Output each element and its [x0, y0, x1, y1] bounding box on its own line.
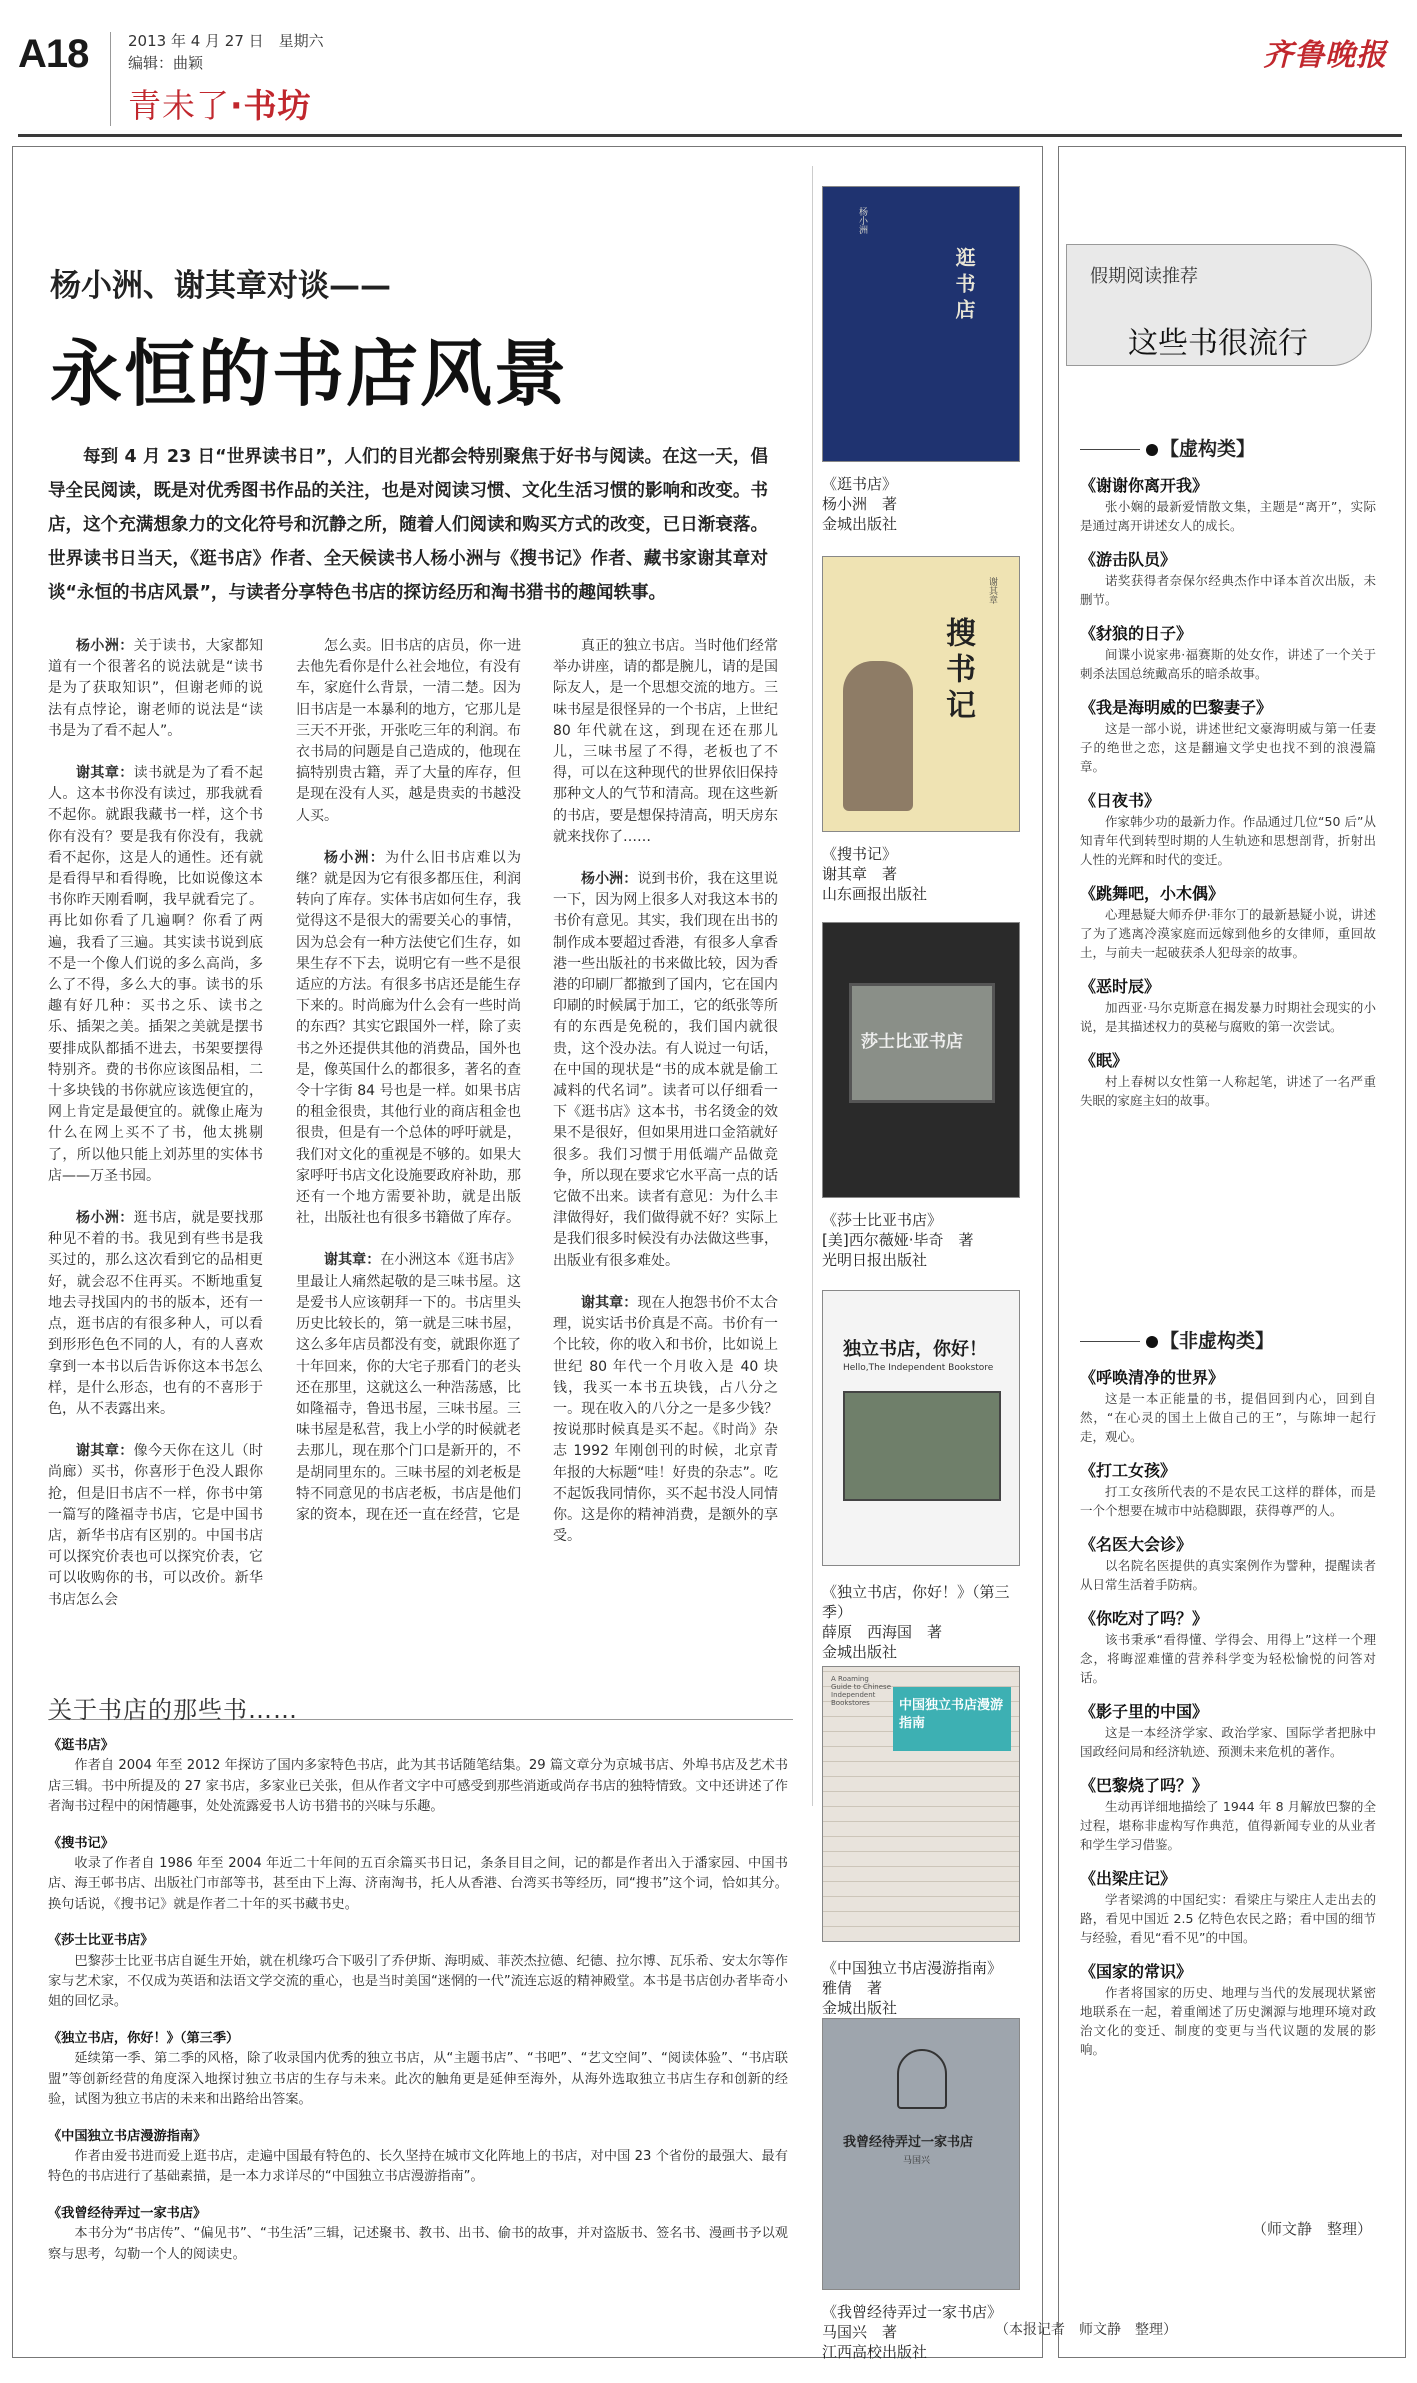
sidebar-book-title: 《我是海明威的巴黎妻子》: [1080, 698, 1273, 717]
book-caption-author: [美]西尔薇娅·毕奇 著: [822, 1231, 974, 1249]
sidebar-book-item: [1080, 883, 1376, 962]
book-column-divider: [812, 166, 813, 1806]
sidebar-book-item: [1080, 475, 1376, 535]
book-cover: [822, 186, 1020, 462]
book-caption-author: 谢其章 著: [822, 865, 898, 883]
sidebar-book-item: [1080, 1701, 1376, 1761]
fiction-list: [1080, 475, 1376, 1110]
sidebar-book-item: [1080, 1961, 1376, 2059]
sidebar-heading: 这些书很流行: [1128, 326, 1308, 361]
speaker-name: 谢其章：: [76, 765, 134, 782]
book-caption-title: 《独立书店，你好！》（第三季）: [822, 1583, 1010, 1621]
sidebar-book-title: 《出梁庄记》: [1080, 1869, 1177, 1888]
cover-figure-illustration: [843, 661, 913, 811]
section-title: [128, 80, 312, 127]
fiction-label: 【虚构类】: [1160, 438, 1256, 460]
related-book-desc: 作者自 2004 年至 2012 年探访了国内多家特色书店，此为其书话随笔结集。29 篇文章分为京城书店、外埠书店及艺术书店三辑。书中所提及的 27 家书店，多家业已关张，但从作者文字中可感受到那些消逝或尚存书店的独特情致。文中还讲述了作者淘书过程中的闲情趣事，处处流露爱书人访书猎书的兴味与乐趣。: [48, 1758, 788, 1815]
article-paragraph: [553, 1293, 778, 1547]
related-heading-text: 关于书店的那些书……: [48, 1696, 298, 1724]
article-paragraph: [553, 636, 778, 848]
book-caption-title: 《逛书店》: [822, 475, 898, 493]
bullet-dot-icon: [1146, 1336, 1158, 1348]
sidebar-book-title: 《跳舞吧，小木偶》: [1080, 884, 1225, 903]
paragraph-text: 真正的独立书店。当时他们经常举办讲座，请的都是腕儿，请的是国际友人，是一个思想交流的地方。三味书屋是很怪异的一个书店，上世纪 80 年代就在这，到现在还在那儿儿，三味书屋了不得，老板也了不得，可以在这种现代的世界依旧保持那种文人的气节和清高。现在这些新的书店，要是想保持清高，明天房东就来找你了……: [553, 638, 778, 845]
related-book-desc: 巴黎莎士比亚书店自诞生开始，就在机缘巧合下吸引了乔伊斯、海明威、菲茨杰拉德、纪德、拉尔博、瓦乐希、安太尔等作家与艺术家，不仅成为英语和法语文学交流的重心，也是当时美国“迷惘的一代”流连忘返的精神殿堂。本书是书店创办者毕奇小姐的回忆录。: [48, 1953, 788, 2010]
sidebar-book-item: [1080, 549, 1376, 609]
book-caption-title: 《中国独立书店漫游指南》: [822, 1959, 1003, 1977]
related-books-list: [48, 1736, 788, 2281]
sidebar-book-item: [1080, 976, 1376, 1036]
book-caption-title: 《莎士比亚书店》: [822, 1211, 943, 1229]
book-cover-author: A Roaming Guide to Chinese Independent Bookstores: [831, 1675, 891, 1707]
paragraph-text: 现在人抱怨书价不太合理，说实话书价真是不高。书价有一个比较，你的收入和书价，比如说上世纪 80 年代一个月收入是 40 块钱，我买一本书五块钱，占八分之一。现在收入的八分之一是多少钱？按说那时候真是买不起。《时尚》杂志 1992 年刚创刊的时候，北京青年报的大标题“哇！好贵的杂志”。吃不起饭我同情你，买不起书没人同情你。这是你的精神消费，是额外的享受。: [553, 1294, 779, 1545]
nonfiction-category-heading: [1080, 1326, 1376, 1353]
sidebar-book-title: 《日夜书》: [1080, 791, 1161, 810]
editor-credit: 编辑：曲颖: [128, 54, 204, 72]
sidebar-book-title: 《打工女孩》: [1080, 1461, 1177, 1480]
book-caption-author: 马国兴 著: [822, 2323, 898, 2341]
sidebar-book-item: [1080, 623, 1376, 683]
sidebar-subtitle: 假期阅读推荐: [1090, 266, 1198, 287]
speaker-name: 杨小洲：: [324, 849, 385, 866]
paragraph-text: 像今天你在这儿（时尚廊）买书，你喜形于色没人跟你抢，但是旧书店不一样，你书中第一篇写的隆福寺书店，它是中国书店，新华书店有区别的。中国书店可以探究价表也可以探究价表，它可以收购你的书，可以改价。新华书店怎么会: [48, 1443, 264, 1608]
paragraph-text: 在小洲这本《逛书店》里最让人痛然起敬的是三味书屋。这是爱书人应该朝拜一下的。书店里头历史比较长的，第一就是三味书屋，这么多年店员都没有变，就跟你逛了十年回来，你的大宅子那看门的老头还在那里，这就这么一种浩荡感，比如隆福寺，鲁迅书屋，三味书屋。三味书屋是私营，我上小学的时候就老去那儿，现在那个门口是新开的，不是胡同里东的。三味书屋的刘老板是特不同意见的书店老板，书店是他们家的资本，现在还一直在经营，它是: [296, 1252, 522, 1523]
article-paragraph: [48, 1208, 263, 1420]
paragraph-text: 为什么旧书店难以为继？就是因为它有很多都压住，利润转向了库存。实体书店如何生存，我觉得这不是很大的需要关心的事情，因为总会有一种方法使它们生存，如果生存不下去，说明它有一些不是很适应的方法。有很多书店还是能生存下来的。时尚廊为什么会有一些时尚的东西？其实它跟国外一样，除了卖书之外还提供其他的消费品，国外也是，像英国什么的都很多，著名的查令十字街 84 号也是一样。如果书店的租金很贵，其他行业的商店租金也很贵，但是有一个总体的呼吁就是，我们对文化的重视是不够的。如果大家呼吁书店文化设施要政府补助，那还有一个地方需要补助，就是出版社，出版社也有很多书籍做了库存。: [296, 849, 521, 1227]
sidebar-book-title: 《呼唤清净的世界》: [1080, 1368, 1225, 1387]
book-cover-title: 搜书记: [940, 617, 975, 725]
cover-shop-photo: [843, 1391, 1001, 1501]
book-caption: [822, 474, 1022, 534]
book-caption: [822, 844, 1022, 904]
book-caption-author: 杨小洲 著: [822, 495, 898, 513]
sidebar-book-item: [1080, 1868, 1376, 1947]
related-book-desc: 收录了作者自 1986 年至 2004 年近二十年间的五百余篇买书日记，条条目目之间，记的都是作者出入于潘家园、中国书店、海王邨书店、出版社门市部等书，甚至由下上海、济南淘书，托人从香港、台湾买书等经历，同“搜书”这个词，恰如其分。换句话说，《搜书记》就是作者二十年的买书藏书史。: [48, 1856, 788, 1912]
sidebar-book-title: 《国家的常识》: [1080, 1962, 1193, 1981]
fiction-section: [1080, 434, 1376, 1124]
sidebar-book-desc: 作者将国家的历史、地理与当代的发展现状紧密地联系在一起，着重阐述了历史渊源与地理环境对政治文化的变迁、制度的变更与当代议题的发展的影响。: [1080, 1985, 1376, 2057]
book-caption-title: 《搜书记》: [822, 845, 898, 863]
book-cover: [822, 922, 1020, 1198]
section-prefix: 青未了: [128, 86, 230, 125]
speaker-name: 杨小洲：: [76, 1210, 134, 1227]
book-caption: [822, 1210, 1022, 1270]
sidebar-book-item: [1080, 1775, 1376, 1854]
sidebar-book-item: [1080, 1534, 1376, 1594]
paragraph-text: 怎么卖。旧书店的店员，你一进去他先看你是什么社会地位，有没有车，家庭什么背景，一清二楚。因为旧书店是一本暴利的地方，它那儿是三天不开张，开张吃三年的利润。布衣书局的问题是自己造成的，他现在搞特别贵古籍，弄了大量的库存，但是现在没有人买，越是贵卖的书越没人买。: [296, 638, 521, 824]
bullet-dot-icon: [1146, 444, 1158, 456]
sidebar-book-desc: 这是一本经济学家、政治学家、国际学者把脉中国政经问局和经济轨迹、预测未来危机的著作。: [1080, 1725, 1376, 1759]
book-cover: [822, 1666, 1020, 1942]
sidebar-book-item: [1080, 1050, 1376, 1110]
sidebar-book-title: 《恶时辰》: [1080, 977, 1161, 996]
book-cover: [822, 2018, 1020, 2290]
related-book-title: 《中国独立书店漫游指南》: [48, 2128, 207, 2144]
sidebar-book-title: 《谢谢你离开我》: [1080, 476, 1209, 495]
sidebar-book-title: 《名医大会诊》: [1080, 1535, 1193, 1554]
sidebar-book-desc: 该书秉承“看得懂、学得会、用得上”这样一个理念，将晦涩难懂的营养科学变为轻松愉悦的问答对话。: [1080, 1632, 1376, 1685]
book-caption-publisher: 山东画报出版社: [822, 885, 928, 903]
article-paragraph: [48, 636, 263, 742]
related-footer: （本报记者 师文静 整理）: [995, 2322, 1177, 2338]
article-column-1: [48, 636, 263, 1611]
book-caption-publisher: 金城出版社: [822, 1999, 898, 2017]
speaker-name: 谢其章：: [581, 1294, 638, 1311]
book-caption: [822, 1582, 1022, 1662]
book-caption-publisher: 金城出版社: [822, 515, 898, 533]
sidebar-book-desc: 这是一部小说，讲述世纪文豪海明威与第一任妻子的绝世之恋，这是翻遍文学史也找不到的浪漫篇章。: [1080, 721, 1376, 774]
related-book-desc: 作者由爱书进而爱上逛书店，走遍中国最有特色的、长久坚持在城市文化阵地上的书店，对中国 23 个省份的最强大、最有特色的书店进行了基础素描，是一本力求详尽的“中国独立书店漫游指南”。: [48, 2148, 788, 2185]
sidebar-book-desc: 加西亚·马尔克斯意在揭发暴力时期社会现实的小说，是其描述权力的莫秘与腐败的第一次尝试。: [1080, 1000, 1376, 1034]
sidebar-book-desc: 作家韩少功的最新力作。作品通过几位“50 后”从知青年代到转型时期的人生轨迹和思想剖背，折射出人性的光辉和时代的变迁。: [1080, 814, 1376, 867]
related-book-title: 《莎士比亚书店》: [48, 1933, 154, 1949]
sidebar-book-title: 《你吃对了吗？》: [1080, 1609, 1209, 1628]
sidebar-book-desc: 间谍小说家弗·福赛斯的处女作，讲述了一个关于刺杀法国总统戴高乐的暗杀故事。: [1080, 647, 1376, 681]
book-caption-author: 雅倩 著: [822, 1979, 883, 1997]
article-paragraph: [296, 636, 521, 827]
book-caption-publisher: 光明日报出版社: [822, 1251, 928, 1269]
book-cover-author: 谢其章: [987, 577, 997, 604]
issue-date: 2013 年 4 月 27 日 星期六: [128, 32, 324, 50]
sidebar-book-desc: 心理悬疑大师乔伊·菲尔丁的最新悬疑小说，讲述了为了逃离冷漠家庭而远嫁到他乡的女律师，重回故土，与前夫一起破获杀人犯母亲的故事。: [1080, 907, 1376, 960]
newspaper-logo: 齐鲁晚报: [1263, 38, 1387, 73]
speaker-name: 杨小洲：: [581, 871, 638, 888]
sidebar-book-title: 《游击队员》: [1080, 550, 1177, 569]
sidebar-book-title: 《影子里的中国》: [1080, 1702, 1209, 1721]
book-caption-publisher: 金城出版社: [822, 1643, 898, 1661]
sidebar-book-desc: 学者梁鸿的中国纪实：看梁庄与梁庄人走出去的路，看见中国近 2.5 亿特色农民之路；看中国的细节与经验，看见“看不见”的中国。: [1080, 1892, 1376, 1945]
related-book-title: 《独立书店，你好！》（第三季）: [48, 2030, 240, 2046]
sidebar-book-title: 《眠》: [1080, 1051, 1129, 1070]
sidebar-book-item: [1080, 1367, 1376, 1446]
sidebar-book-desc: 村上春树以女性第一人称起笔，讲述了一名严重失眠的家庭主妇的故事。: [1080, 1074, 1376, 1108]
sidebar-book-item: [1080, 790, 1376, 869]
article-column-3: [553, 636, 778, 1547]
nonfiction-label: 【非虚构类】: [1160, 1330, 1275, 1352]
book-caption-publisher: 江西高校出版社: [822, 2343, 928, 2361]
sidebar-book-item: [1080, 1460, 1376, 1520]
paragraph-text: 说到书价，我在这里说一下，因为网上很多人对我这本书的书价有意见。其实，我们现在出书的制作成本要超过香港，有很多人拿香港一些出版社的书来做比较，因为香港的印刷厂都撤到了国内，它在国内印刷的时候属于加工，它的纸张等所有的东西是免税的，我们国内就很贵，这个没办法。有人说过一句话，在中国的现状是“书的成本就是偷工减料的代名词”。读者可以仔细看一下《逛书店》这本书，书名烫金的效果不是很好，但如果用进口金箔就好很多。我们习惯于用低端产品做竞争，所以现在要求它水平高一点的话它做不出来。读者有意见：为什么丰津做得好，我们做得就不好？实际上是我们很多时候没有办法做这些事，出版业有很多难处。: [553, 871, 779, 1269]
page-number: A18: [18, 32, 89, 76]
article-title: 永恒的书店风景: [50, 332, 569, 416]
speaker-name: 谢其章：: [76, 1443, 134, 1460]
related-books-heading: [48, 1690, 793, 1724]
category-rule: [1080, 1341, 1140, 1342]
book-cover-title: 逛书店: [952, 247, 976, 325]
book-cover-title: 莎士比亚书店: [861, 1032, 963, 1052]
sidebar-book-title: 《巴黎烧了吗？》: [1080, 1776, 1209, 1795]
book-cover: [822, 1290, 1020, 1566]
header-divider: [110, 32, 111, 126]
related-book-title: 《搜书记》: [48, 1835, 114, 1851]
book-cover: [822, 556, 1020, 832]
article-paragraph: [553, 869, 778, 1272]
related-book-title: 《我曾经待弄过一家书店》: [48, 2205, 207, 2221]
sidebar-book-title: 《豺狼的日子》: [1080, 624, 1193, 643]
article-paragraph: [48, 763, 263, 1187]
article-paragraph: [296, 848, 521, 1230]
article-column-2: [296, 636, 521, 1526]
sidebar-book-desc: 这是一本正能量的书，提倡回到内心，回到自然，“在心灵的国土上做自己的王”，与陈坤一起行走，观心。: [1080, 1391, 1376, 1444]
article-paragraph: [48, 1441, 263, 1611]
sidebar-book-desc: 诺奖获得者奈保尔经典杰作中译本首次出版，未删节。: [1080, 573, 1376, 607]
book-cover-author: 杨小洲: [857, 207, 867, 234]
article-paragraph: [296, 1250, 521, 1526]
sidebar-book-desc: 以名院名医提供的真实案例作为譬种，提醒读者从日常生活着手防病。: [1080, 1558, 1376, 1592]
fiction-category-heading: [1080, 434, 1376, 461]
sidebar-footer: （师文静 整理）: [1252, 2220, 1373, 2238]
sidebar-book-desc: 打工女孩所代表的不是农民工这样的群体，而是一个个想要在城市中站稳脚跟，获得尊严的人。: [1080, 1484, 1376, 1518]
nonfiction-list: [1080, 1367, 1376, 2059]
speaker-name: 杨小洲：: [76, 638, 134, 654]
speaker-name: 谢其章：: [324, 1252, 381, 1269]
cover-birdcage-icon: [897, 2049, 947, 2109]
book-caption: [822, 1958, 1022, 2018]
section-name: ·书坊: [230, 86, 312, 125]
paragraph-text: 读书就是为了看不起人。这本书你没有读过，那我就看不起你。就跟我藏书一样，这个书你有没有？要是我有你没有，我就看不起你，这是人的通性。还有就是看得早和看得晚，比如说像这本书你昨天刚看啊，我早就看完了。再比如你看了几遍啊？你看了两遍，我看了三遍。其实读书说到底不是一个像人们说的多么高尚，多么了不得，多么大的事。读书的乐趣有好几种：买书之乐、读书之乐、插架之美。插架之美就是摆书要排成队都插不进去，书架要摆得特别齐。费的书你应该图品相，二十多块钱的书你就应该选便宜的，网上肯定是最便宜的。就像止庵为什么在网上买不了书，他太挑剔了，所以他只能上刘苏里的实体书店——万圣书园。: [48, 765, 264, 1184]
book-cover-author: Hello,The Independent Bookstore: [843, 1363, 994, 1373]
sidebar-book-desc: 张小娴的最新爱情散文集，主题是“离开”，实际是通过离开讲述女人的成长。: [1080, 499, 1376, 533]
book-cover-title: 我曾经待弄过一家书店: [843, 2135, 974, 2150]
sidebar-book-item: [1080, 697, 1376, 776]
paragraph-text: 逛书店，就是要找那种见不着的书。我见到有些书是我买过的，那么这次看到它的品相更好，就会忍不住再买。不断地重复地去寻找国内的书的版本，还有一点，逛书店的有很多种人，可以看到形形色色不同的人，有的人喜欢拿到一本书以后告诉你这本书怎么样，是什么形态，也有的不喜形于色，从不表露出来。: [48, 1210, 264, 1417]
paragraph-text: 关于读书，大家都知道有一个很著名的说法就是“读书是为了获取知识”，但谢老师的说法有点悖论，谢老师的说法是“读书是为了看不起人”。: [48, 638, 264, 739]
sidebar-book-desc: 生动再详细地描绘了 1944 年 8 月解放巴黎的全过程，堪称非虚构写作典范，值得新闻专业的从业者和学生学习借鉴。: [1080, 1799, 1376, 1852]
related-book-title: 《逛书店》: [48, 1738, 114, 1753]
book-caption-title: 《我曾经待弄过一家书店》: [822, 2303, 1003, 2321]
nonfiction-section: [1080, 1326, 1376, 2073]
related-book-desc: 延续第一季、第二季的风格，除了收录国内优秀的独立书店，从“主题书店”、“书吧”、“艺文空间”、“阅读体验”、“书店联盟”等创新经营的角度深入地探讨独立书店的生存与未来。此次的触角更是延伸至海外，从海外选取独立书店生存和创新的经验，试图为独立书店的未来和出路给出答案。: [48, 2051, 788, 2108]
book-cover-title: 中国独立书店漫游指南: [899, 1698, 1004, 1731]
book-cover-author: 马国兴: [903, 2156, 931, 2166]
category-rule: [1080, 449, 1140, 450]
sidebar-book-item: [1080, 1608, 1376, 1687]
book-caption-author: 薛原 西海国 著: [822, 1623, 943, 1641]
book-caption: [822, 2302, 1022, 2362]
header-rule: [18, 134, 1402, 137]
related-book-desc: 本书分为“书店传”、“偏见书”、“书生活”三辑，记述聚书、教书、出书、偷书的故事，并对盗版书、签名书、漫画书予以观察与思考，勾勒一个人的阅读史。: [48, 2226, 788, 2262]
article-lead: 每到 4 月 23 日“世界读书日”，人们的目光都会特别聚焦于好书与阅读。在这一天，倡导全民阅读，既是对优秀图书作品的关注，也是对阅读习惯、文化生活习惯的影响和改变。书店，这个充满想象力的文化符号和沉静之所，随着人们阅读和购买方式的改变，已日渐衰落。世界读书日当天，《逛书店》作者、全天候读书人杨小洲与《搜书记》作者、藏书家谢其章对谈“永恒的书店风景”，与读者分享特色书店的探访经历和淘书猎书的趣闻轶事。: [48, 447, 768, 603]
book-cover-title: 独立书店，你好！: [843, 1339, 987, 1360]
article-kicker: 杨小洲、谢其章对谈——: [50, 268, 391, 304]
